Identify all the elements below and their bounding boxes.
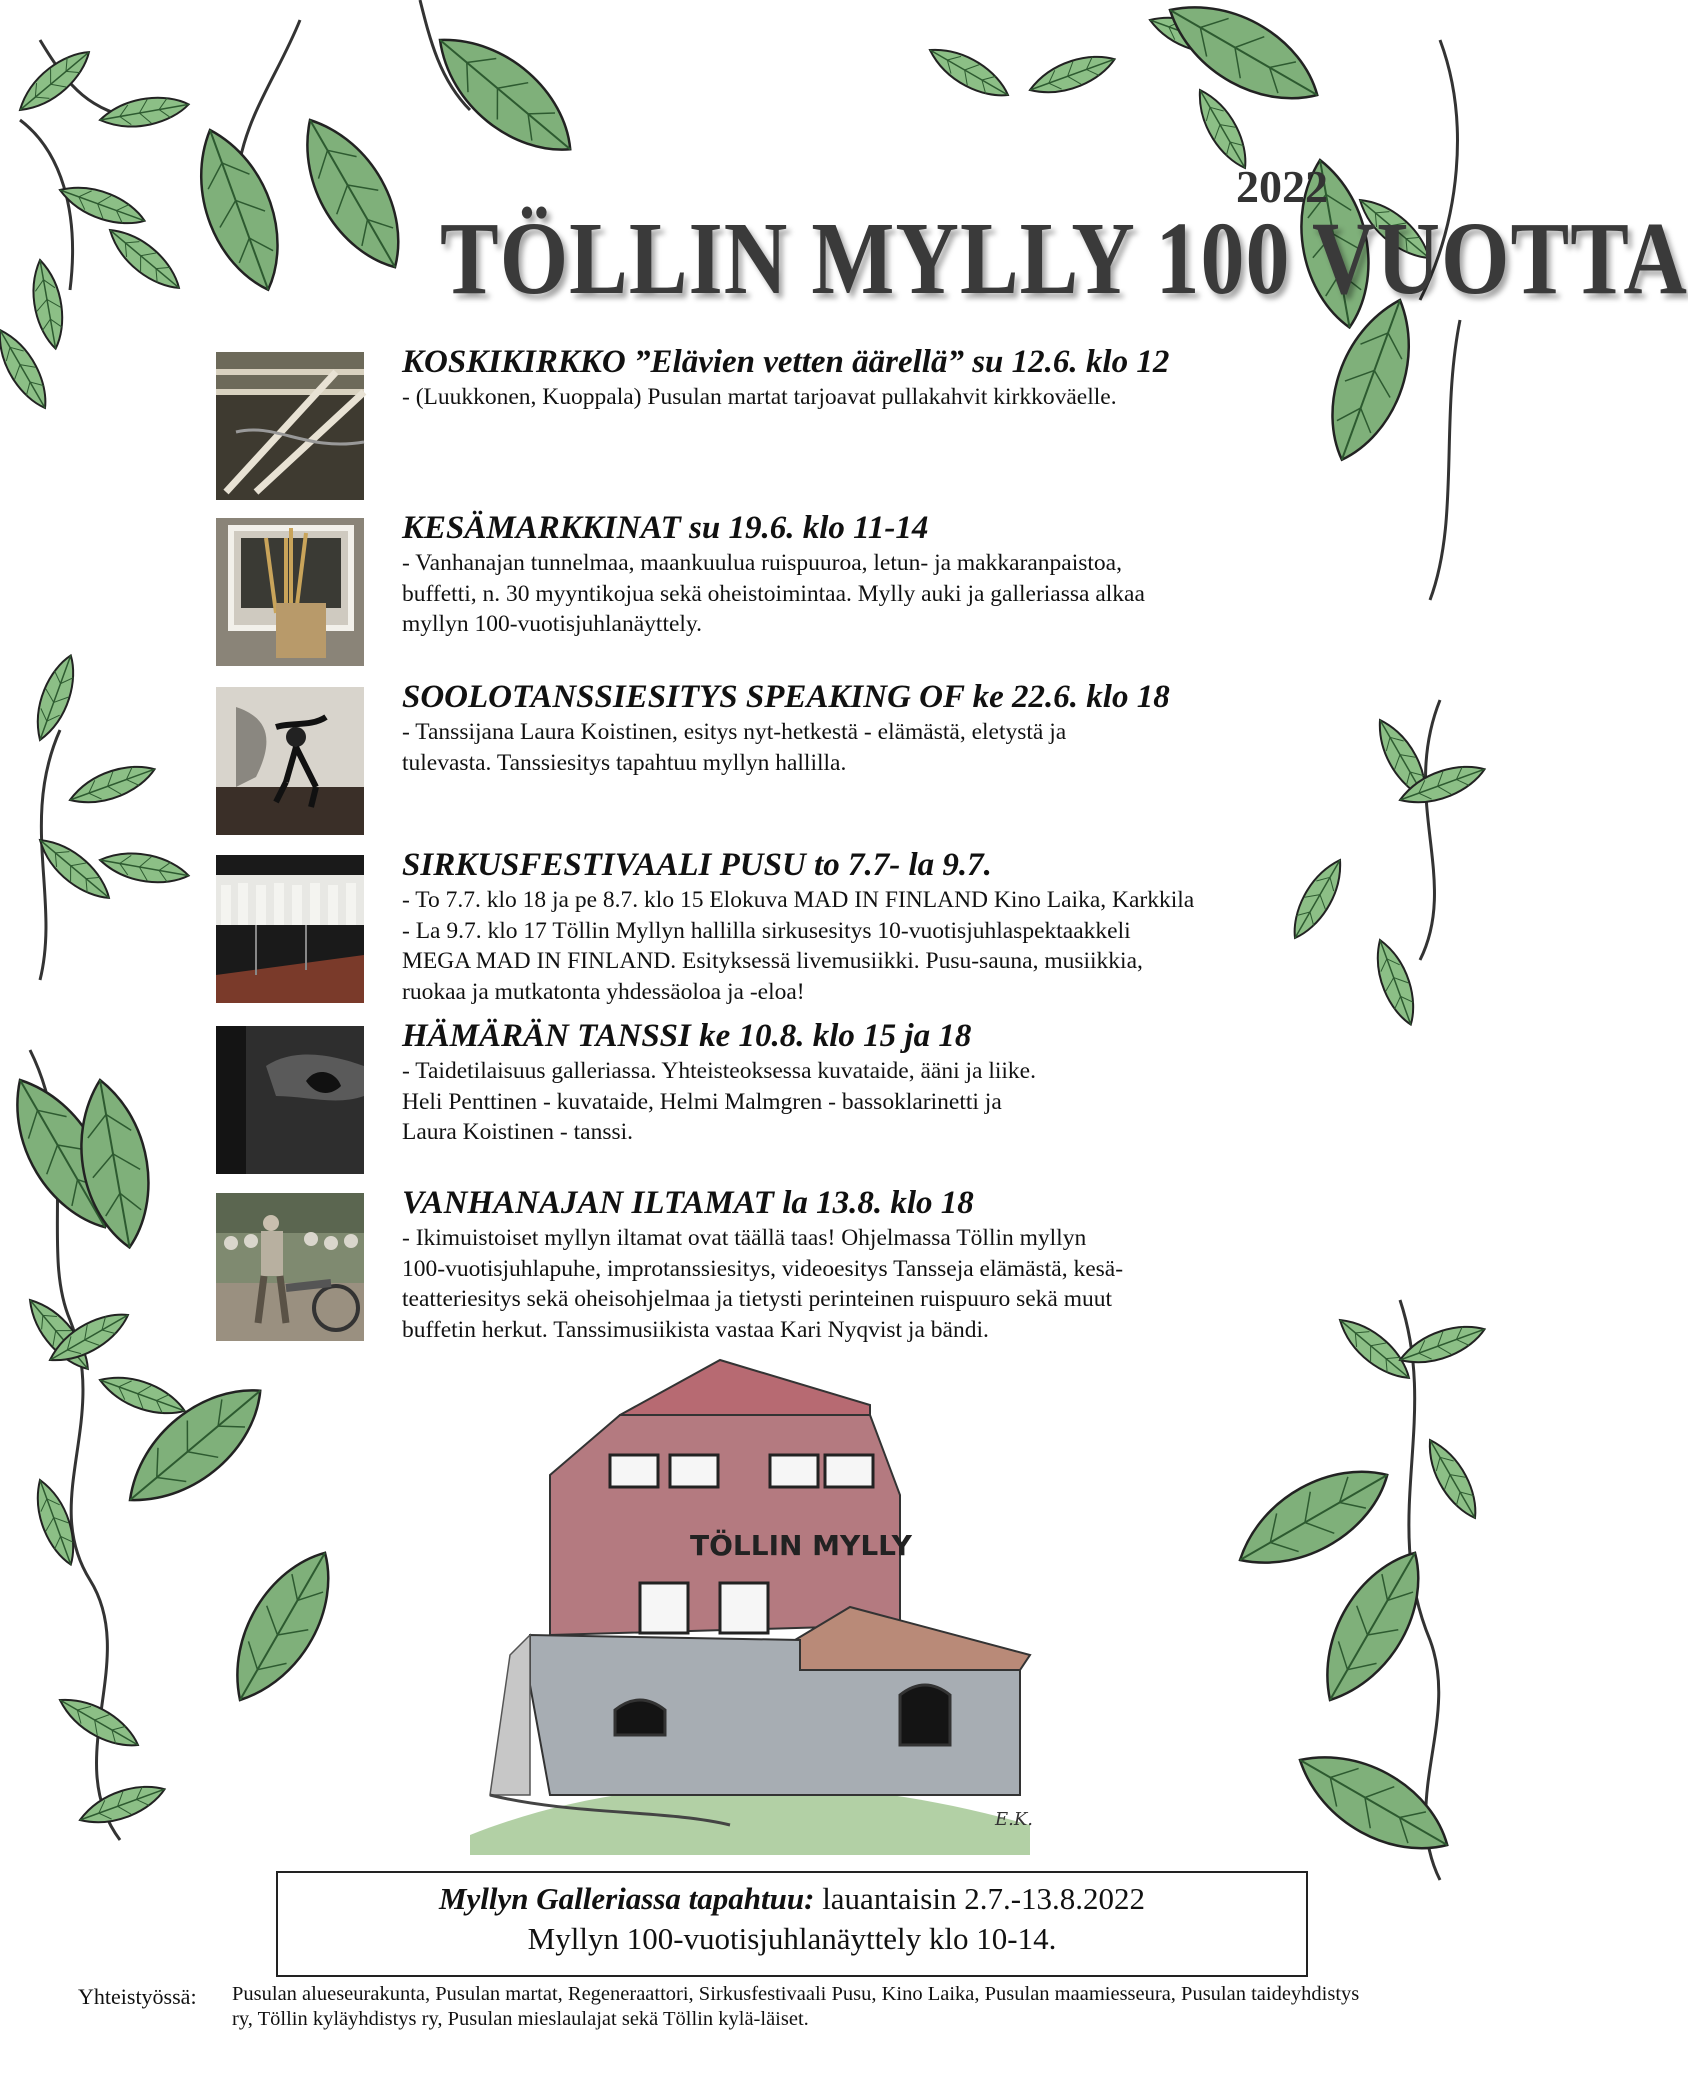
cooperation-partners: Pusulan alueseurakunta, Pusulan martat, Regeneraattori, Sirkusfestivaali Pusu, Kino Laika, Pusulan maamiesseura, Pusulan taideyhdistys ry, Töllin kyläyhdistys ry, Pusulan mieslaulajat sekä Töllin kylä-läiset. [232, 1983, 1360, 2030]
gallery-dates: lauantaisin 2.7.-13.8.2022 [814, 1881, 1146, 1916]
artist-signature: E.K. [995, 1809, 1034, 1830]
event-text [402, 677, 1382, 778]
gallery-info-box [276, 1871, 1308, 1977]
event-description: - Tanssijana Laura Koistinen, esitys nyt-hetkestä - elämästä, eletystä ja tulevasta. Tanssiesitys tapahtuu myllyn hallilla. [402, 719, 1067, 776]
event-heading: SIRKUSFESTIVAALI PUSU to 7.7- la 9.7. [402, 847, 992, 883]
cooperation-label: Yhteistyössä: [78, 1984, 197, 2009]
event-text [402, 845, 1382, 1007]
event-photo-dusk-dance [216, 1026, 364, 1174]
event-heading: SOOLOTANSSIESITYS SPEAKING OF ke 22.6. klo 18 [402, 679, 1170, 715]
event-heading: KESÄMARKKINAT su 19.6. klo 11-14 [402, 510, 929, 546]
event-description: - (Luukkonen, Kuoppala) Pusulan martat tarjoavat pullakahvit kirkkoväelle. [402, 384, 1117, 410]
event-heading: HÄMÄRÄN TANSSI ke 10.8. klo 15 ja 18 [402, 1018, 972, 1054]
poster-year: 2022 [1236, 161, 1328, 212]
event-description: - Taidetilaisuus galleriassa. Yhteisteoksessa kuvataide, ääni ja liike. Heli Penttinen - kuvataide, Helmi Malmgren - bassoklarinetti ja Laura Koistinen - tanssi. [402, 1058, 1036, 1145]
event-description: - To 7.7. klo 18 ja pe 8.7. klo 15 Elokuva MAD IN FINLAND Kino Laika, Karkkila - La 9.7. klo 17 Töllin Myllyn hallilla sirkusesitys 10-vuotisjuhlaspektaakkeli MEGA MAD IN FINLAND. Esityksessä livemusiikki. Pusu-sauna, musiikkia, ruokaa ja mutkatonta yhdessäoloa ja -eloa! [402, 887, 1195, 1005]
event-photo-crowd [216, 1193, 364, 1341]
event-text [402, 1016, 1382, 1148]
event-photo-circus [216, 855, 364, 1003]
mill-sign: TÖLLIN MYLLY [690, 1529, 912, 1562]
event-photo-dancer [216, 687, 364, 835]
event-text [402, 342, 1382, 413]
gallery-line-1 [278, 1879, 1306, 1919]
mill-illustration [470, 1355, 1034, 1855]
gallery-label: Myllyn Galleriassa tapahtuu: [438, 1881, 815, 1916]
poster-title: TÖLLIN MYLLY 100 VUOTTA [440, 202, 1688, 317]
event-text [402, 1183, 1382, 1345]
event-text [402, 508, 1382, 640]
event-photo-window [216, 518, 364, 666]
gallery-line-2: Myllyn 100-vuotisjuhlanäyttely klo 10-14. [527, 1921, 1057, 1956]
event-photo-rapids [216, 352, 364, 500]
event-description: - Vanhanajan tunnelmaa, maankuulua ruispuuroa, letun- ja makkaranpaistoa, buffetti, n. 30 myyntikojua sekä oheistoimintaa. Mylly auki ja galleriassa alkaa myllyn 100-vuotisjuhlanäyttely. [402, 550, 1145, 637]
event-heading: VANHANAJAN ILTAMAT la 13.8. klo 18 [402, 1185, 974, 1221]
event-heading: KOSKIKIRKKO ”Elävien vetten äärellä” su 12.6. klo 12 [402, 344, 1170, 380]
event-description: - Ikimuistoiset myllyn iltamat ovat täällä taas! Ohjelmassa Töllin myllyn 100-vuotisjuhlapuhe, improtanssiesitys, videoesitys Tansseja elämästä, kesä- teatteriesitys sekä oheisohjelmaa ja tietysti perinteinen ruispuuro sekä muut buffetin herkut. Tanssimusiikista vastaa Kari Nyqvist ja bändi. [402, 1225, 1124, 1343]
